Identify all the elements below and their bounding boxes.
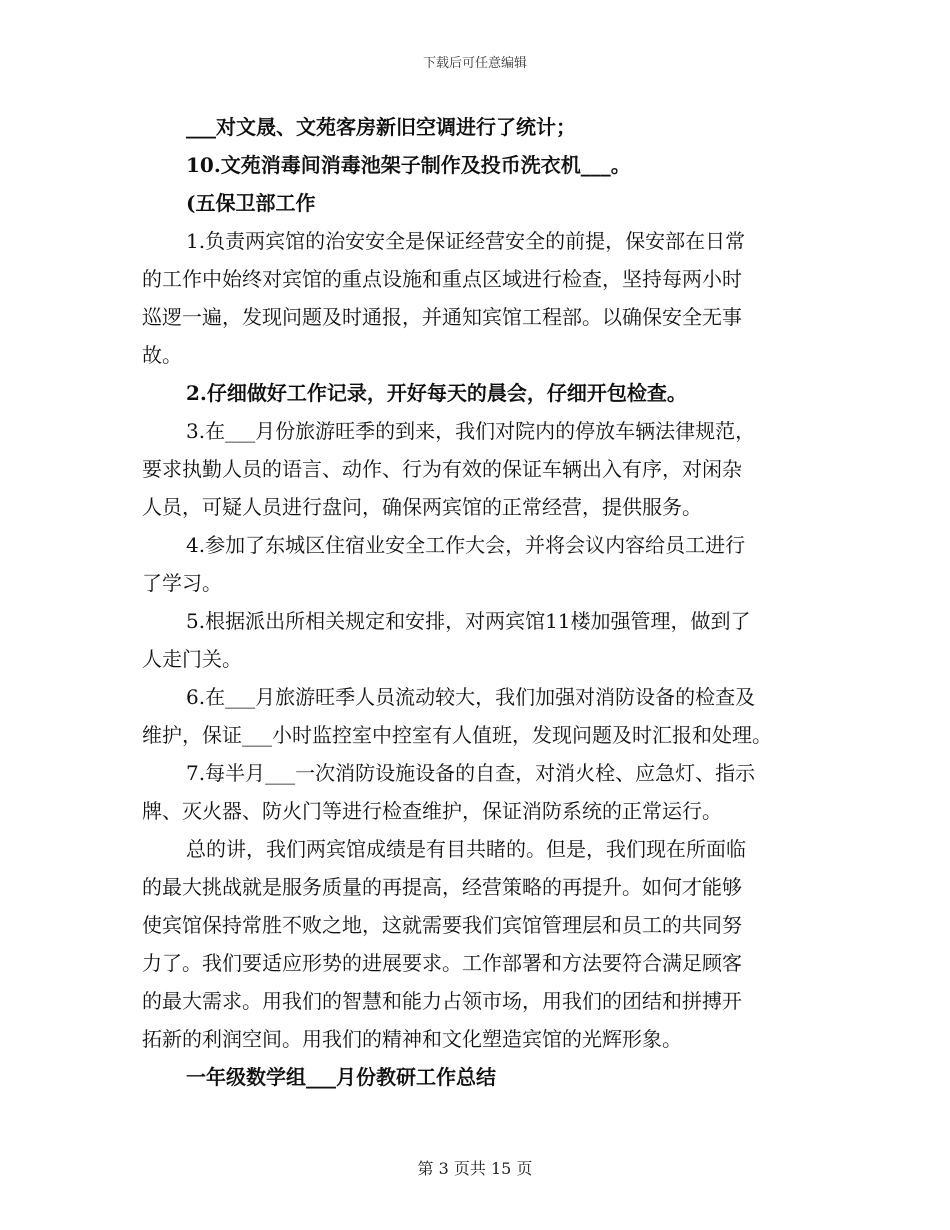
- text-line: ___对文晟、文苑客房新旧空调进行了统计；: [186, 115, 576, 139]
- text-line: 要求执勤人员的语言、动作、行为有效的保证车辆出入有序，对闲杂: [142, 457, 742, 481]
- text-line: 2.仔细做好工作记录，开好每天的晨会，仔细开包检查。: [186, 381, 687, 405]
- text-line: 使宾馆保持常胜不败之地，这就需要我们宾馆管理层和员工的共同努: [142, 913, 742, 937]
- text-line: (五保卫部工作: [186, 191, 316, 215]
- text-line: 力了。我们要适应形势的进展要求。工作部署和方法要符合满足顾客: [142, 951, 742, 975]
- text-line: 10.文苑消毒间消毒池架子制作及投币洗衣机___。: [186, 153, 631, 177]
- text-line: 一年级数学组___月份教研工作总结: [186, 1065, 496, 1089]
- page-footer: 第 3 页共 15 页: [417, 1159, 533, 1178]
- text-line: 人走门关。: [142, 647, 242, 671]
- text-line: 的最大挑战就是服务质量的再提高，经营策略的再提升。如何才能够: [142, 875, 742, 899]
- text-line: 1.负责两宾馆的治安安全是保证经营安全的前提，保安部在日常: [186, 229, 746, 253]
- text-line: 6.在___月旅游旺季人员流动较大，我们加强对消防设备的检查及: [186, 685, 756, 709]
- text-line: 拓新的利润空间。用我们的精神和文化塑造宾馆的光辉形象。: [142, 1027, 682, 1051]
- text-line: 巡逻一遍，发现问题及时通报，并通知宾馆工程部。以确保安全无事: [142, 305, 742, 329]
- document-body: [142, 108, 808, 1096]
- text-line: 的工作中始终对宾馆的重点设施和重点区域进行检查，坚持每两小时: [142, 267, 742, 291]
- text-line: 了学习。: [142, 571, 222, 595]
- page-header: 下载后可任意编辑: [422, 56, 527, 71]
- text-line: 人员，可疑人员进行盘问，确保两宾馆的正常经营，提供服务。: [142, 495, 702, 519]
- text-line: 7.每半月___一次消防设施设备的自查，对消火栓、应急灯、指示: [186, 761, 756, 785]
- text-line: 5.根据派出所相关规定和安排，对两宾馆11楼加强管理，做到了: [186, 609, 751, 633]
- text-line: 故。: [142, 343, 182, 367]
- text-line: 牌、灭火器、防火门等进行检查维护，保证消防系统的正常运行。: [142, 799, 722, 823]
- text-line: 3.在___月份旅游旺季的到来，我们对院内的停放车辆法律规范，: [186, 419, 756, 443]
- text-line: 的最大需求。用我们的智慧和能力占领市场，用我们的团结和拼搏开: [142, 989, 742, 1013]
- text-line: 维护，保证___小时监控室中控室有人值班，发现问题及时汇报和处理。: [142, 723, 772, 747]
- text-line: 4.参加了东城区住宿业安全工作大会，并将会议内容给员工进行: [186, 533, 746, 557]
- text-line: 总的讲，我们两宾馆成绩是有目共睹的。但是，我们现在所面临: [186, 837, 746, 861]
